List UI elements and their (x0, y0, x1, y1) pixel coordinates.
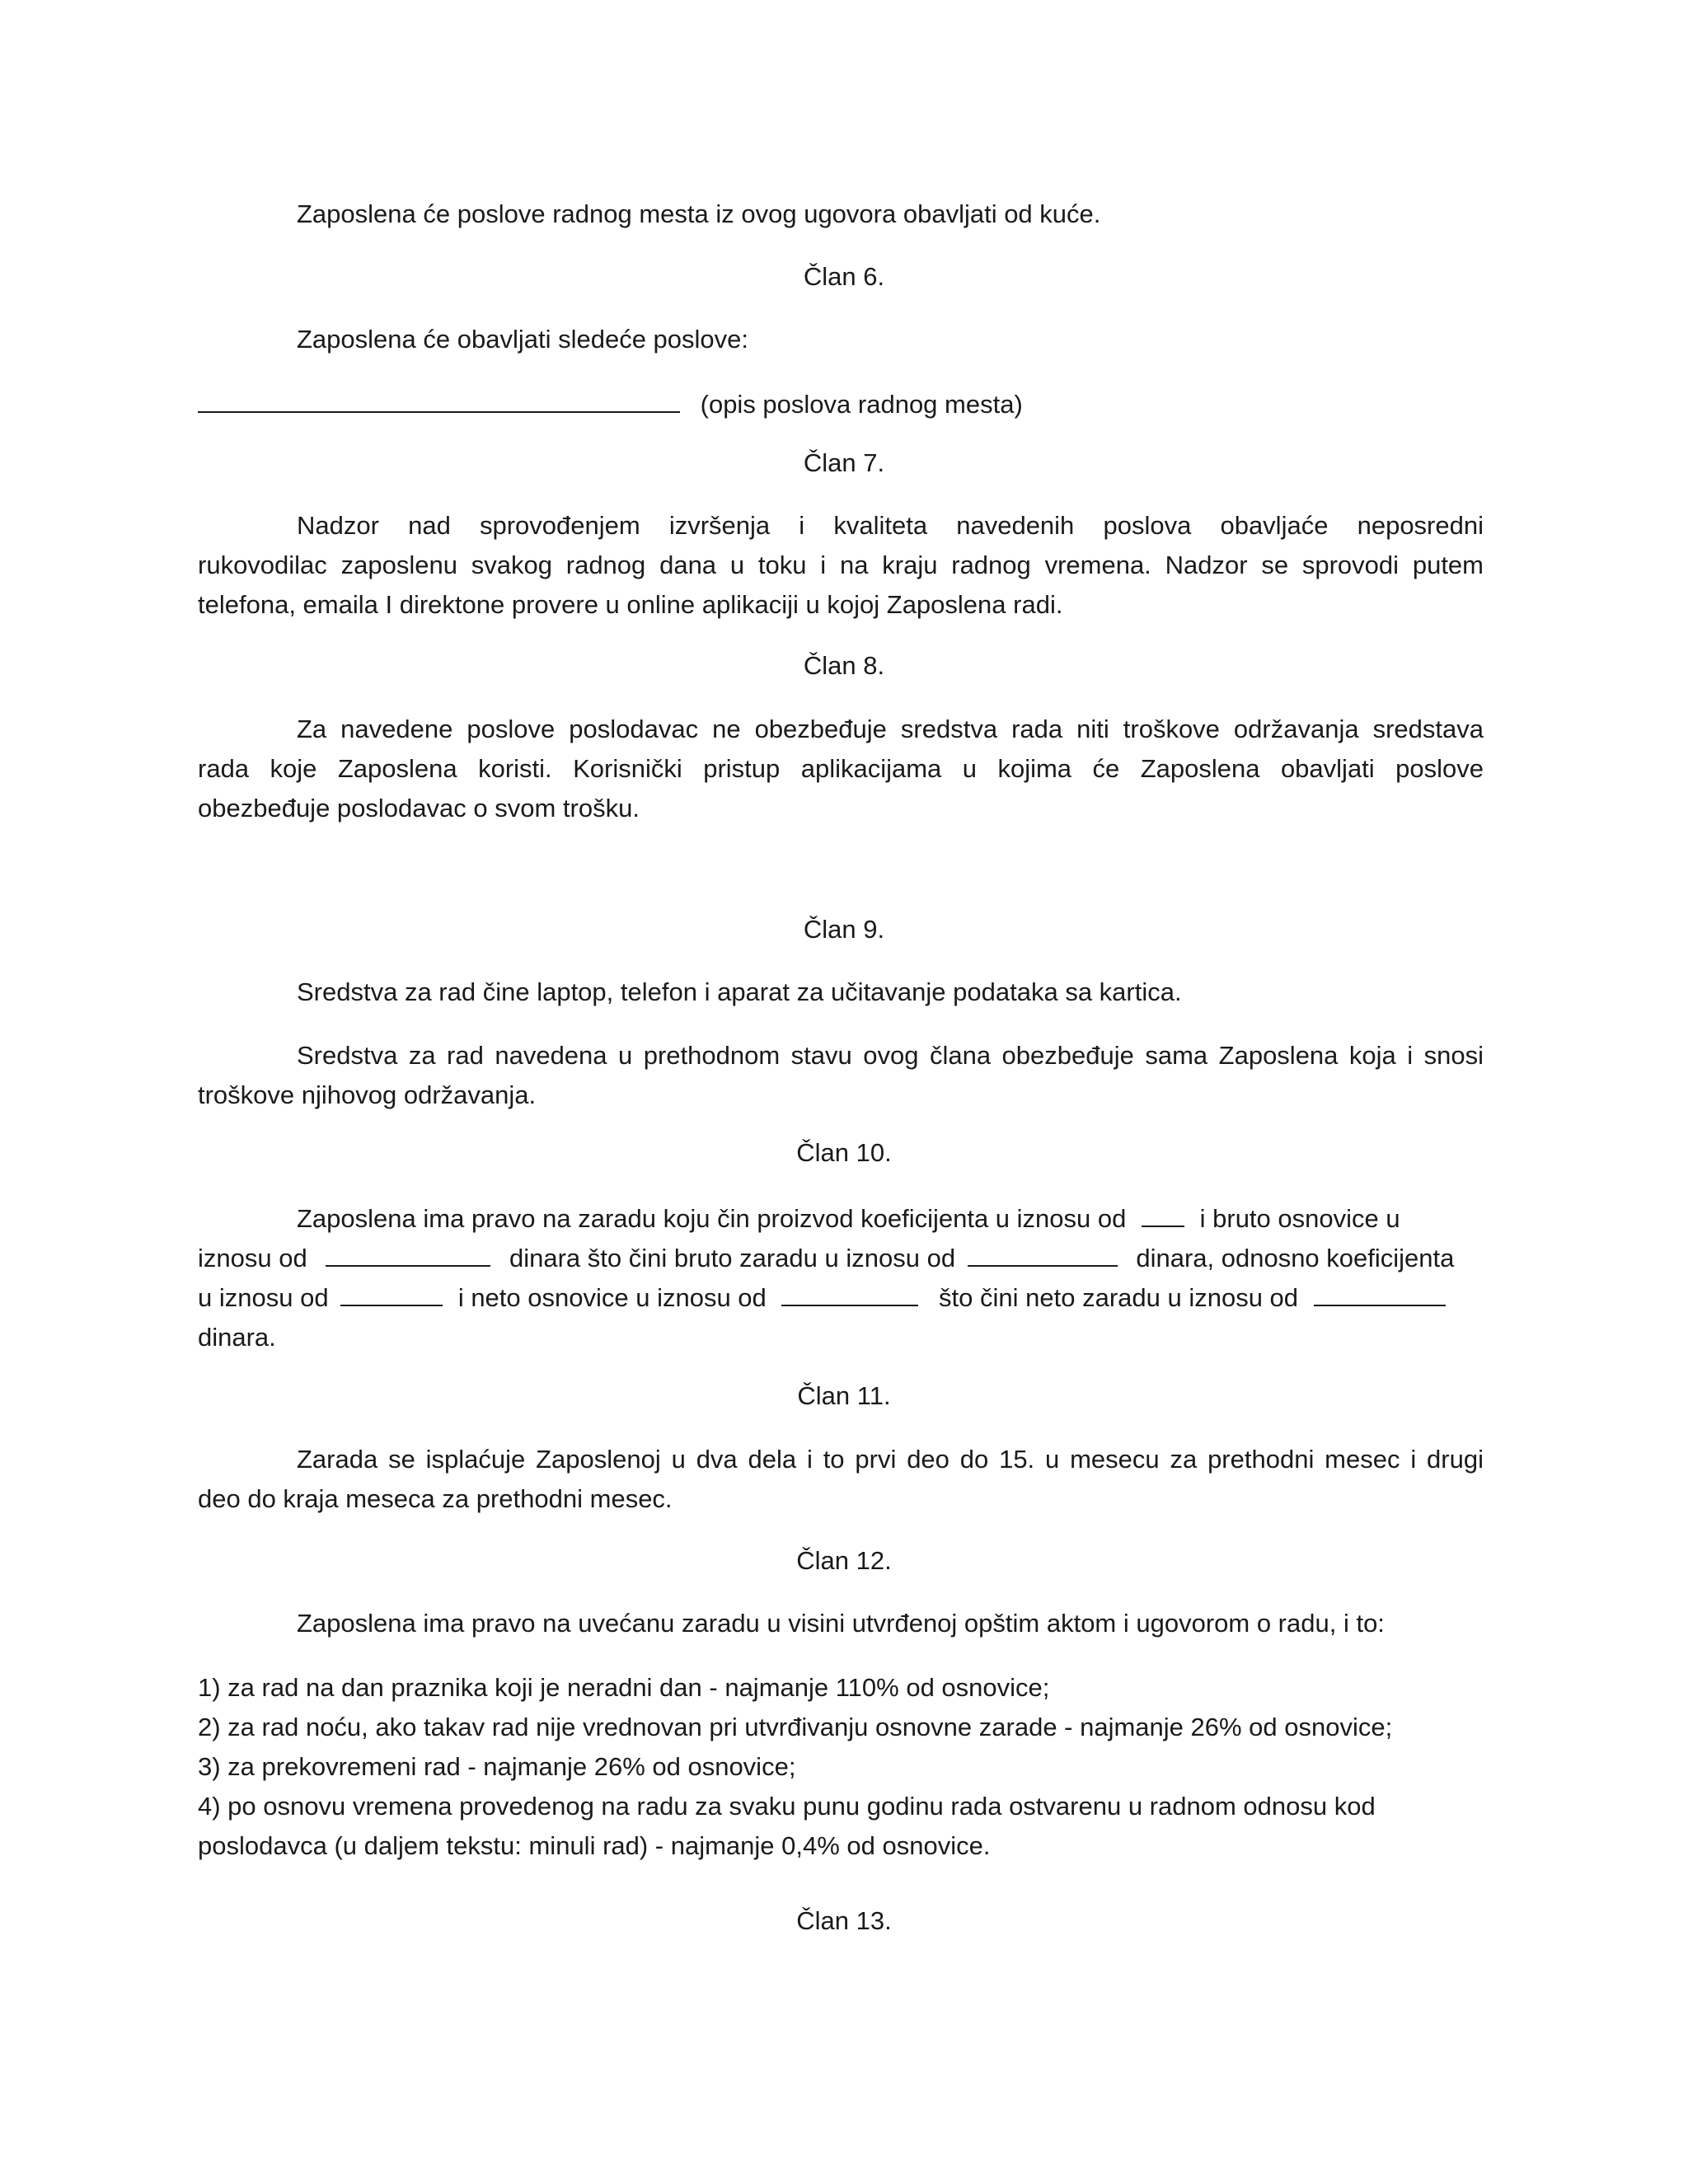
salary-text: dinara što čini bruto zaradu u iznosu od (509, 1244, 956, 1272)
article-12-list (198, 1668, 1392, 1866)
list-item: 3) za prekovremeni rad - najmanje 26% od osnovice; (198, 1752, 796, 1781)
neto-coefficient-blank (340, 1280, 443, 1306)
article-11-line: deo do kraja meseca za prethodni mesec. (198, 1484, 673, 1513)
article-11-line: Zarada se isplaćuje Zaposlenoj u dva dela i to prvi deo do 15. u mesecu za prethodni mesec i drugi (297, 1445, 1484, 1474)
article-9-line: Sredstva za rad navedena u prethodnom stavu ovog člana obezbeđuje sama Zaposlena koja i snosi (297, 1041, 1484, 1070)
article-8-paragraph (198, 710, 1484, 828)
article-8-line: rada koje Zaposlena koristi. Korisnički pristup aplikacijama u kojima će Zaposlena obavljati poslove (198, 754, 1484, 783)
article-12-text: Zaposlena ima pravo na uvećanu zaradu u visini utvrđenoj opštim aktom i ugovorom o radu, i to: (297, 1609, 1385, 1638)
article-7-paragraph (198, 506, 1484, 625)
list-item: 4) po osnovu vremena provedenog na radu za svaku punu godinu rada ostvarenu u radnom odnosu kod (198, 1792, 1376, 1821)
article-8-line: Za navedene poslove poslodavac ne obezbeđuje sredstva rada niti troškove održavanja sredstava (297, 715, 1484, 743)
neto-salary-blank (1314, 1280, 1446, 1306)
article-6-text: Zaposlena će obavljati sledeće poslove: (297, 325, 749, 354)
salary-text: i bruto osnovice u (1199, 1204, 1400, 1233)
article-12-heading: Član 12. (796, 1546, 892, 1575)
article-13-heading: Član 13. (796, 1906, 892, 1935)
salary-text: i neto osnovice u iznosu od (457, 1283, 767, 1312)
article-7-line: telefona, emaila I direktone provere u online aplikaciji u kojoj Zaposlena radi. (198, 590, 1063, 619)
list-item: 1) za rad na dan praznika koji je neradni dan - najmanje 110% od osnovice; (198, 1673, 1050, 1702)
article-9-line: troškove njihovog održavanja. (198, 1080, 537, 1109)
article-7-heading: Član 7. (803, 448, 885, 477)
salary-text: dinara, odnosno koeficijenta (1136, 1244, 1455, 1272)
article-8-line: obezbeđuje poslodavac o svom trošku. (198, 794, 640, 823)
article-11-heading: Član 11. (797, 1381, 891, 1410)
salary-line-2 (198, 1239, 1484, 1278)
article-10-heading: Član 10. (796, 1138, 892, 1167)
neto-base-blank (781, 1280, 918, 1306)
article-10-paragraph (198, 1199, 1484, 1357)
article-9-paragraph-2 (198, 1036, 1484, 1115)
job-description-blank (198, 387, 680, 413)
coefficient-blank (1142, 1201, 1184, 1227)
salary-line-3 (198, 1278, 1484, 1318)
job-description-label: (opis poslova radnog mesta) (700, 390, 1023, 419)
intro-paragraph: Zaposlena će poslove radnog mesta iz ovog ugovora obavljati od kuće. (297, 199, 1101, 228)
article-9-heading: Član 9. (803, 915, 885, 944)
salary-line-4: dinara. (198, 1323, 276, 1352)
salary-text: iznosu od (198, 1244, 307, 1272)
list-item: poslodavca (u daljem tekstu: minuli rad) - najmanje 0,4% od osnovice. (198, 1831, 991, 1860)
salary-text: u iznosu od (198, 1283, 329, 1312)
article-11-paragraph (198, 1440, 1484, 1519)
article-9-paragraph-1: Sredstva za rad čine laptop, telefon i aparat za učitavanje podataka sa kartica. (297, 977, 1182, 1006)
salary-line-1 (198, 1199, 1484, 1239)
article-7-line: Nadzor nad sprovođenjem izvršenja i kvaliteta navedenih poslova obavljaće neposredni (297, 511, 1484, 540)
article-7-line: rukovodilac zaposlenu svakog radnog dana u toku i na kraju radnog vremena. Nadzor se sprovodi putem (198, 551, 1484, 579)
article-8-heading: Član 8. (803, 651, 885, 680)
list-item: 2) za rad noću, ako takav rad nije vrednovan pri utvrđivanju osnovne zarade - najmanje 26% od osnovice; (198, 1713, 1393, 1741)
salary-text: što čini neto zaradu u iznosu od (939, 1283, 1299, 1312)
bruto-base-blank (326, 1240, 490, 1267)
job-description-line (198, 385, 1023, 424)
article-6-heading: Član 6. (803, 262, 885, 291)
bruto-salary-blank (968, 1240, 1118, 1267)
salary-text: Zaposlena ima pravo na zaradu koju čin proizvod koeficijenta u iznosu od (297, 1204, 1127, 1233)
